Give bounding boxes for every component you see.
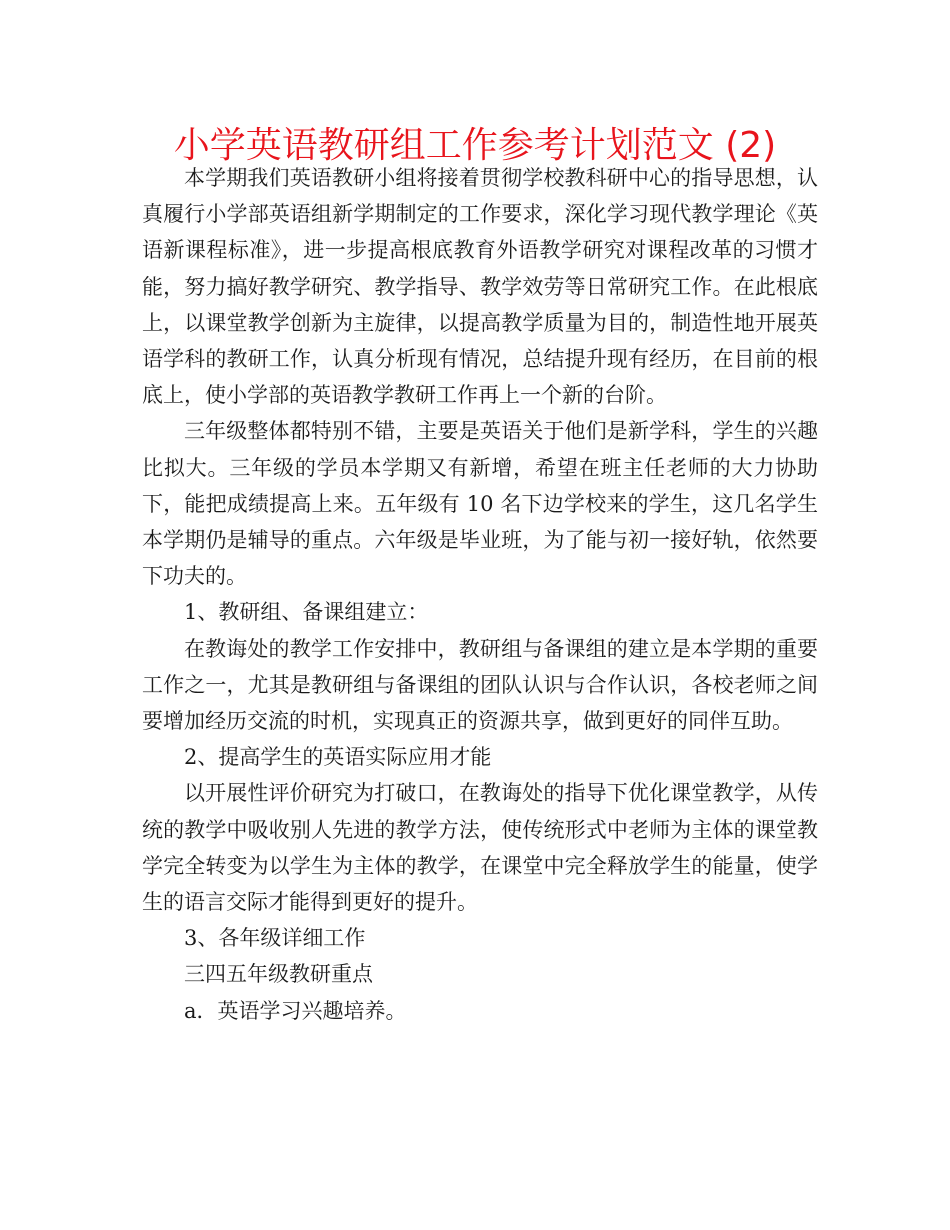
paragraph-application-ability: 以开展性评价研究为打破口，在教诲处的指导下优化课堂教学，从传统的教学中吸收别人先进的教学方法，使传统形式中老师为主体的课堂教学完全转变为以学生为主体的教学，在课堂中完全释放学生的能量，使学生的语言交际才能得到更好的提升。 [142, 781, 818, 915]
subheading-grades-focus: 三四五年级教研重点 [184, 962, 373, 987]
document-body [142, 160, 818, 1029]
list-item-a: a．英语学习兴趣培养。 [184, 998, 407, 1023]
section-heading-2: 2、提高学生的英语实际应用才能 [184, 745, 492, 770]
paragraph-teaching-groups: 在教诲处的教学工作安排中，教研组与备课组的建立是本学期的重要工作之一，尤其是教研组与备课组的团队认识与合作认识，各校老师之间要增加经历交流的时机，实现真正的资源共享，做到更好的同伴互助。 [142, 636, 818, 734]
paragraph-intro: 本学期我们英语教研小组将接着贯彻学校教科研中心的指导思想，认真履行小学部英语组新学期制定的工作要求，深化学习现代教学理论《英语新课程标准》，进一步提高根底教育外语教学研究对课程改革的习惯才能，努力搞好教学研究、教学指导、教学效劳等日常研究工作。在此根底上，以课堂教学创新为主旋律，以提高教学质量为目的，制造性地开展英语学科的教研工作，认真分析现有情况，总结提升现有经历，在目前的根底上，使小学部的英语教学教研工作再上一个新的台阶。 [142, 166, 818, 408]
document-title: 小学英语教研组工作参考计划范文 (2) [173, 125, 777, 166]
paragraph-grade-overview: 三年级整体都特别不错，主要是英语关于他们是新学科，学生的兴趣比拟大。三年级的学员本学期又有新增，希望在班主任老师的大力协助下，能把成绩提高上来。五年级有 10 名下边学校来的学生，这几名学生本学期仍是辅导的重点。六年级是毕业班，为了能与初一接好轨，依然要下功夫的。 [142, 419, 818, 589]
section-heading-1: 1、教研组、备课组建立： [184, 600, 429, 625]
section-heading-3: 3、各年级详细工作 [184, 926, 366, 951]
